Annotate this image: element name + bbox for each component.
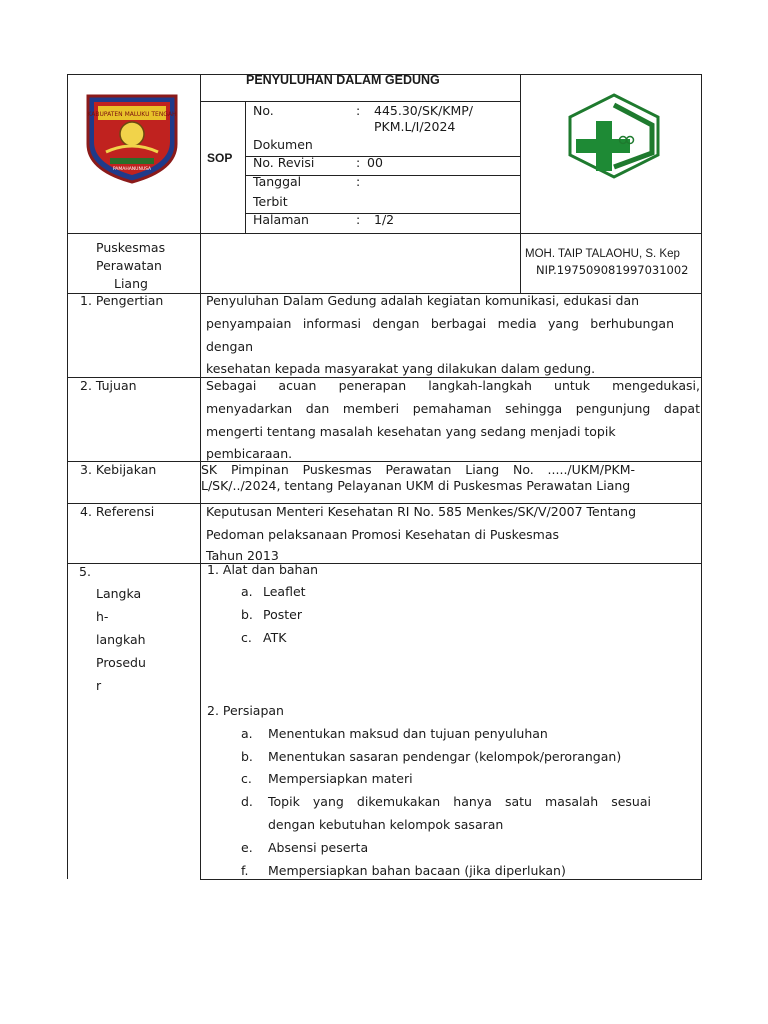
doc-no-value-2: PKM.L/I/2024 — [374, 119, 456, 134]
referensi-line-1: Keputusan Menteri Kesehatan RI No. 585 Menkes/SK/V/2007 Tentang — [206, 504, 637, 519]
tanggal-label-2: Terbit — [253, 194, 288, 209]
kebijakan-label: 3. Kebijakan — [80, 462, 157, 477]
langkah-label-2: h- — [96, 609, 109, 624]
referensi-label: 4. Referensi — [80, 504, 155, 519]
tanggal-colon: : — [356, 174, 361, 189]
tanggal-label-1: Tanggal — [253, 174, 302, 189]
doc-no-value-1: 445.30/SK/KMP/ — [374, 103, 474, 118]
group-alat-title: 1. Alat dan bahan — [207, 562, 319, 577]
halaman-value: 1/2 — [374, 212, 395, 227]
doc-no-colon: : — [356, 103, 361, 118]
doc-no-label: No. — [253, 103, 274, 118]
tujuan-line-2: menyadarkan dan memberi pemahaman sehingga pengunjung dapat — [206, 401, 700, 416]
signer-nip: NIP.197509081997031002 — [536, 263, 689, 277]
pengertian-line-2: penyampaian informasi dengan berbagai media yang berhubungan — [206, 316, 674, 331]
pengertian-line-4: kesehatan kepada masyarakat yang dilakukan dalam gedung. — [206, 361, 596, 376]
pengertian-label: 1. Pengertian — [80, 293, 164, 308]
svg-text:KABUPATEN MALUKU TENGAH: KABUPATEN MALUKU TENGAH — [87, 111, 177, 118]
langkah-label-3: langkah — [96, 632, 146, 647]
signer-name: MOH. TAIP TALAOHU, S. Kep — [525, 248, 680, 260]
halaman-label: Halaman — [253, 212, 309, 227]
document-title: PENYULUHAN DALAM GEDUNG — [246, 73, 440, 87]
tujuan-line-3: mengerti tentang masalah kesehatan yang sedang menjadi topik — [206, 424, 616, 439]
tujuan-line-4: pembicaraan. — [206, 446, 293, 461]
langkah-label-1: Langka — [96, 586, 142, 601]
tujuan-line-1: Sebagai acuan penerapan langkah-langkah untuk mengedukasi, — [206, 378, 700, 393]
doc-no-label-2: Dokumen — [253, 137, 313, 152]
langkah-number: 5. — [79, 564, 91, 579]
org-line-2: Perawatan — [96, 258, 162, 273]
langkah-label-5: r — [96, 678, 102, 693]
puskesmas-logo — [568, 93, 660, 179]
kebijakan-line-2: L/SK/../2024, tentang Pelayanan UKM di Puskesmas Perawatan Liang — [201, 478, 631, 493]
kebijakan-line-1: SK Pimpinan Puskesmas Perawatan Liang No. ...../UKM/PKM- — [201, 462, 635, 477]
referensi-line-3: Tahun 2013 — [206, 548, 279, 563]
revisi-value: 00 — [367, 155, 383, 170]
sop-label: SOP — [207, 151, 233, 165]
group-persiapan-title: 2. Persiapan — [207, 703, 284, 718]
org-line-1: Puskesmas — [96, 240, 166, 255]
revisi-colon: : — [356, 155, 361, 170]
halaman-colon: : — [356, 212, 361, 227]
regency-emblem-logo — [84, 92, 180, 184]
pengertian-line-3: dengan — [206, 339, 254, 354]
svg-text:PAMAHANUNUSA: PAMAHANUNUSA — [112, 167, 152, 172]
referensi-line-2: Pedoman pelaksanaan Promosi Kesehatan di Puskesmas — [206, 527, 560, 542]
pengertian-line-1: Penyuluhan Dalam Gedung adalah kegiatan komunikasi, edukasi dan — [206, 293, 640, 308]
org-line-3: Liang — [114, 276, 148, 291]
tujuan-label: 2. Tujuan — [80, 378, 137, 393]
langkah-label-4: Prosedu — [96, 655, 146, 670]
revisi-label: No. Revisi — [253, 155, 315, 170]
